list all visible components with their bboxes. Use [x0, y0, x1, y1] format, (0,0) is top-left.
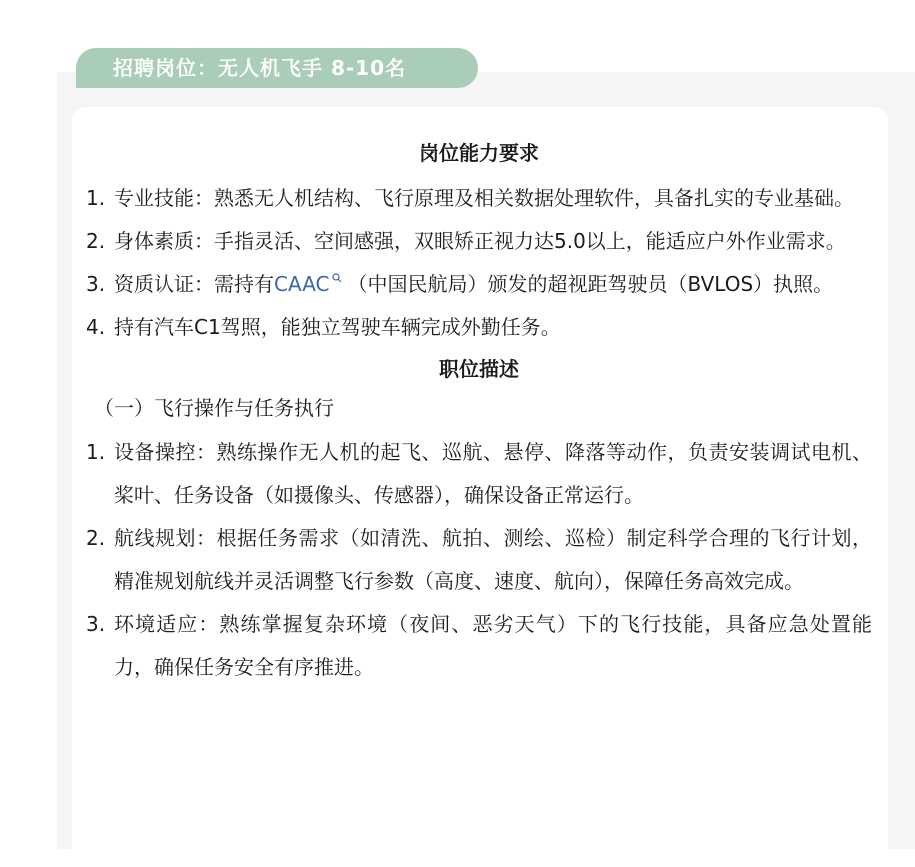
- caac-search-link[interactable]: CAAC: [274, 272, 330, 296]
- job-content: [86, 137, 872, 689]
- list-item: [86, 263, 872, 306]
- item-text: 专业技能：熟悉无人机结构、飞行原理及相关数据处理软件，具备扎实的专业基础。: [114, 186, 854, 210]
- list-item: [86, 306, 872, 349]
- list-item: [86, 517, 872, 603]
- list-item: [86, 177, 872, 220]
- item-text: 身体素质：手指灵活、空间感强，双眼矫正视力达5.0以上，能适应户外作业需求。: [114, 229, 846, 253]
- subsection-heading: （一）飞行操作与任务执行: [94, 396, 334, 420]
- item-text-before: 资质认证：需持有: [114, 272, 274, 296]
- item-number: 2.: [86, 229, 106, 253]
- item-text-after: （中国民航局）颁发的超视距驾驶员（BVLOS）执照。: [347, 272, 834, 296]
- list-item: [86, 220, 872, 263]
- item-text: 设备操控：熟练操作无人机的起飞、巡航、悬停、降落等动作，负责安装调试电机、桨叶、任务设备（如摄像头、传感器），确保设备正常运行。: [114, 440, 872, 507]
- list-item: [86, 603, 872, 689]
- item-number: 3.: [86, 612, 106, 636]
- item-number: 3.: [86, 272, 106, 296]
- section-heading-description: 职位描述: [439, 357, 519, 381]
- item-number: 2.: [86, 526, 106, 550]
- job-title-tab: [76, 48, 478, 88]
- item-text: 航线规划：根据任务需求（如清洗、航拍、测绘、巡检）制定科学合理的飞行计划，精准规划航线并灵活调整飞行参数（高度、速度、航向），保障任务高效完成。: [114, 526, 872, 593]
- search-icon[interactable]: [332, 273, 342, 285]
- section-heading-requirements: 岗位能力要求: [419, 141, 539, 165]
- job-title-text: 招聘岗位：无人机飞手 8-10名: [113, 56, 407, 80]
- item-number: 1.: [86, 186, 106, 210]
- list-item: [86, 431, 872, 517]
- item-text: 环境适应：熟练掌握复杂环境（夜间、恶劣天气）下的飞行技能，具备应急处置能力，确保任务安全有序推进。: [114, 612, 872, 679]
- item-number: 1.: [86, 440, 106, 464]
- item-text: 持有汽车C1驾照，能独立驾驶车辆完成外勤任务。: [114, 315, 561, 339]
- item-number: 4.: [86, 315, 106, 339]
